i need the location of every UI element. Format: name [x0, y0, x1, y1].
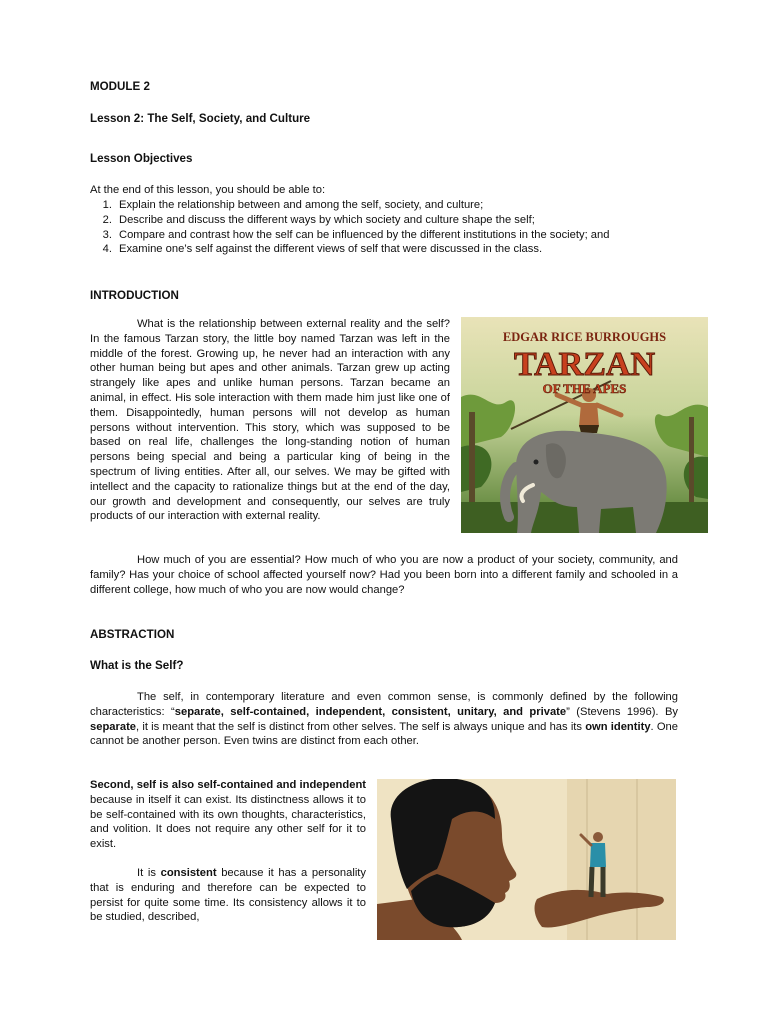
- tarzan-book-cover: [461, 317, 708, 533]
- book-title: TARZAN: [513, 346, 656, 383]
- self-consistent-paragraph: It is consistent because it has a personality that is enduring and therefore can be expected to persist for quite some time. Its consistency allows it to be studied, described,: [90, 867, 367, 924]
- abstraction-heading: ABSTRACTION: [90, 628, 175, 641]
- module-label: MODULE 2: [90, 80, 150, 93]
- book-subtitle: OF THE APES: [542, 381, 627, 396]
- objective-item: 3. Compare and contrast how the self can be influenced by the different institutions in the society; and: [102, 228, 610, 241]
- objectives-list: [96, 198, 680, 257]
- self-illustration: [377, 779, 676, 940]
- objective-item: 2. Describe and discuss the different ways by which society and culture shape the self;: [102, 213, 535, 226]
- profile-hand-illustration: [377, 779, 676, 940]
- self-contained-paragraph: Second, self is also self-contained and independent because in itself it can exist. Its distinctness allows it to be self-contained with its own thoughts, characteristics, and volition. It does not require any other self for it to exist.: [90, 779, 366, 851]
- tarzan-cover-art: [461, 317, 708, 533]
- introduction-questions: How much of you are essential? How much of who you are now a product of your society, community, and family? Has your choice of school affected yourself now? Had you been born into a different family and schooled in a different college, how much of who you are now would change?: [90, 554, 678, 596]
- self-definition-paragraph: The self, in contemporary literature and even common sense, is commonly defined by the following characteristics: “separate, self-contained, independent, consistent, unitary, and private” (Stevens 1996). By separate, it is meant that the self is distinct from other selves. The self is always unique and has its own identity. One cannot be another person. Even twins are distinct from each other.: [90, 691, 679, 748]
- objective-item: 4. Examine one’s self against the different views of self that were discussed in the class.: [102, 243, 543, 256]
- self-heading: What is the Self?: [90, 659, 184, 672]
- introduction-heading: INTRODUCTION: [90, 289, 179, 302]
- introduction-paragraph: What is the relationship between external reality and the self? In the famous Tarzan story, the little boy named Tarzan was left in the middle of the forest. Growing up, he never had an interaction with any other human being but apes and other animals. Tarzan grew up acting strangely like apes and unlike human persons. Tarzan became an animal, in effect. His sole interaction with them made him just like one of them. Disappointedly, human persons will not develop as human persons without intervention. This story, which was supposed to be based on real life, challenges the long-standing notion of human persons being special and being a particular king of being in the spectrum of living entities. After all, our selves. We may be gifted with intellect and the capacity to rationalize things but at the end of the day, our growth and development and consequently, our selves are truly products of our interaction with external reality.: [90, 318, 450, 523]
- objectives-intro: At the end of this lesson, you should be able to:: [90, 184, 326, 196]
- lesson-title: Lesson 2: The Self, Society, and Culture: [90, 112, 311, 125]
- book-author: EDGAR RICE BURROUGHS: [502, 330, 667, 344]
- objectives-heading: Lesson Objectives: [90, 152, 193, 165]
- objective-item: 1. Explain the relationship between and among the self, society, and culture;: [102, 199, 484, 211]
